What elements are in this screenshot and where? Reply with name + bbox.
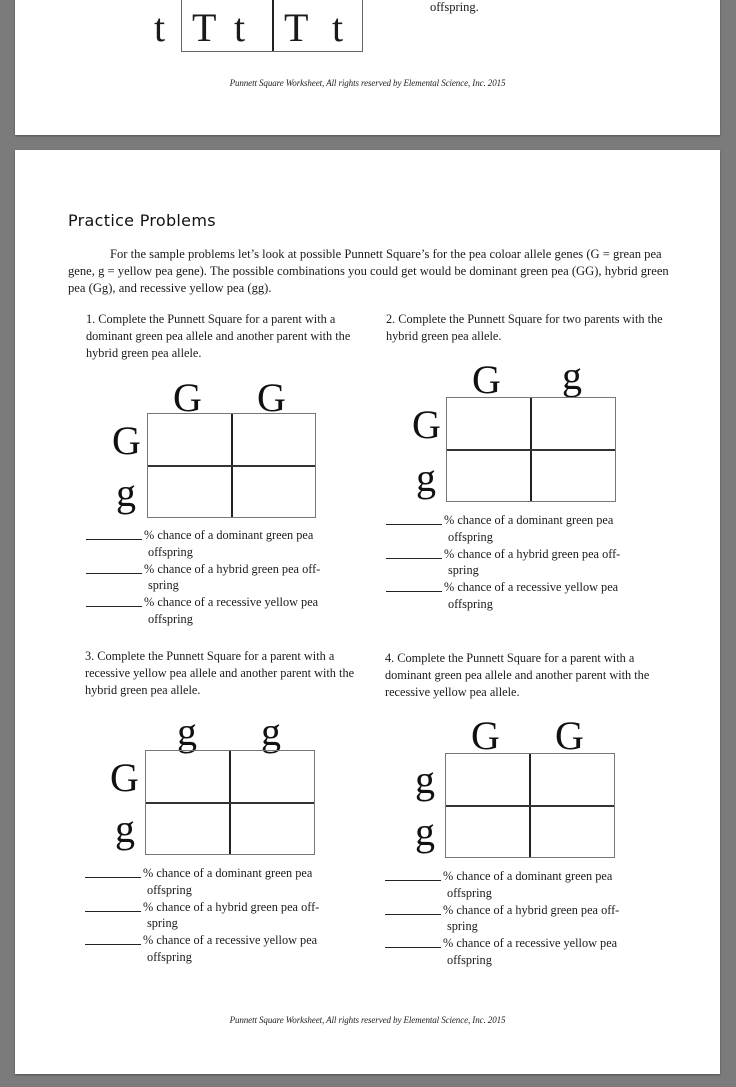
answer-row [385, 902, 675, 936]
answer-row [386, 579, 676, 613]
side-text: offspring. [430, 0, 479, 14]
answer-blank[interactable] [386, 579, 442, 592]
answer-label: % chance of a dominant green pea [144, 528, 314, 542]
answer-label-cont: offspring [448, 596, 493, 611]
answer-label: % chance of a hybrid green pea off- [143, 899, 320, 914]
answer-label-cont: offspring [148, 611, 193, 626]
answer-label-cont: spring [148, 578, 179, 593]
grid-divider [148, 465, 315, 467]
punnett-square-fragment [181, 0, 363, 52]
answer-row [85, 865, 375, 899]
answer-label-cont: spring [147, 916, 178, 931]
answer-label-cont: offspring [147, 882, 192, 897]
top-allele: G [472, 357, 501, 402]
answer-label-cont: spring [447, 919, 478, 934]
intro-paragraph: For the sample problems let’s look at possible Punnett Square’s for the pea coloar allele genes (G = grean pea gene, g = yellow pea gene). The possible combinations you could get would be dominant green pea (GG), hybrid green pea (Gg), and recessive yellow pea (gg). [68, 247, 669, 295]
worksheet-page-1 [15, 0, 720, 135]
problem-2-prompt: 2. Complete the Punnett Square for two parents with the hybrid green pea allele. [386, 312, 663, 343]
answer-row [385, 868, 675, 902]
answer-row [386, 512, 676, 546]
answer-label: % chance of a hybrid green pea off- [444, 546, 621, 561]
answer-blank[interactable] [385, 902, 441, 915]
answer-label-cont: offspring [448, 529, 493, 544]
answer-blank[interactable] [86, 561, 142, 574]
answer-blank[interactable] [386, 546, 442, 559]
row-allele-label: t [154, 5, 166, 50]
answer-label-cont: offspring [447, 952, 492, 967]
answer-label: % chance of a hybrid green pea off- [443, 902, 620, 917]
problem-3-answers [85, 865, 375, 966]
top-allele: g [177, 709, 197, 754]
page-footer: Punnett Square Worksheet, All rights reserved by Elemental Science, Inc. 2015 [229, 78, 506, 88]
side-allele: G [112, 418, 141, 463]
answer-blank[interactable] [385, 868, 441, 881]
punnett-square-2[interactable] [446, 397, 616, 502]
side-allele: G [110, 755, 139, 800]
answer-row [386, 546, 676, 580]
answer-blank[interactable] [86, 527, 142, 540]
answer-row [85, 899, 375, 933]
worksheet-page-2 [15, 150, 720, 1074]
answer-row [85, 932, 375, 966]
problem-3-prompt: 3. Complete the Punnett Square for a parent with a recessive yellow pea allele and another parent with the hybrid green pea allele. [85, 649, 355, 697]
answer-row [385, 935, 675, 969]
top-allele: g [261, 709, 281, 754]
problem-4-prompt: 4. Complete the Punnett Square for a parent with a dominant green pea allele and another parent with the recessive yellow pea allele. [385, 651, 650, 699]
answer-blank[interactable] [86, 594, 142, 607]
problem-4-answers [385, 868, 675, 969]
problem-2-answers [386, 512, 676, 613]
answer-label: % chance of a recessive yellow pea [443, 936, 618, 951]
answer-blank[interactable] [385, 935, 441, 948]
cell-allele: t [234, 5, 246, 50]
answer-label-cont: offspring [147, 949, 192, 964]
side-allele: G [412, 402, 441, 447]
punnett-square-3[interactable] [145, 750, 315, 855]
side-allele: g [415, 809, 435, 854]
top-allele: G [471, 713, 500, 758]
cell-allele: T [192, 5, 217, 50]
cell-allele: t [332, 5, 344, 50]
answer-label-cont: offspring [447, 885, 492, 900]
punnett-square-4[interactable] [445, 753, 615, 858]
grid-divider [272, 0, 274, 51]
side-allele: g [416, 455, 436, 500]
answer-blank[interactable] [85, 932, 141, 945]
grid-divider [146, 802, 314, 804]
problem-1-prompt: 1. Complete the Punnett Square for a parent with a dominant green pea allele and another parent with the hybrid green pea allele. [86, 312, 351, 360]
top-allele: G [173, 375, 202, 420]
grid-divider [446, 805, 614, 807]
top-allele: g [562, 353, 582, 398]
problem-1-answers [86, 527, 376, 628]
top-allele: G [257, 375, 286, 420]
answer-blank[interactable] [386, 512, 442, 525]
answer-label-cont: spring [448, 563, 479, 578]
answer-label: % chance of a dominant green pea [443, 869, 613, 883]
answer-label: % chance of a recessive yellow pea [143, 933, 318, 948]
side-allele: g [415, 757, 435, 802]
answer-blank[interactable] [85, 899, 141, 912]
answer-row [86, 527, 376, 561]
punnett-square-1[interactable] [147, 413, 316, 518]
answer-label-cont: offspring [148, 544, 193, 559]
answer-row [86, 561, 376, 595]
top-allele: G [555, 713, 584, 758]
page-title: Practice Problems [68, 211, 216, 230]
answer-row [86, 594, 376, 628]
page-footer: Punnett Square Worksheet, All rights reserved by Elemental Science, Inc. 2015 [229, 1015, 506, 1025]
side-allele: g [116, 470, 136, 515]
answer-label: % chance of a recessive yellow pea [144, 595, 319, 610]
grid-divider [447, 449, 615, 451]
answer-blank[interactable] [85, 865, 141, 878]
side-allele: g [115, 806, 135, 851]
answer-label: % chance of a dominant green pea [143, 866, 313, 880]
cell-allele: T [284, 5, 309, 50]
answer-label: % chance of a hybrid green pea off- [144, 561, 321, 576]
answer-label: % chance of a dominant green pea [444, 513, 614, 527]
answer-label: % chance of a recessive yellow pea [444, 580, 619, 595]
